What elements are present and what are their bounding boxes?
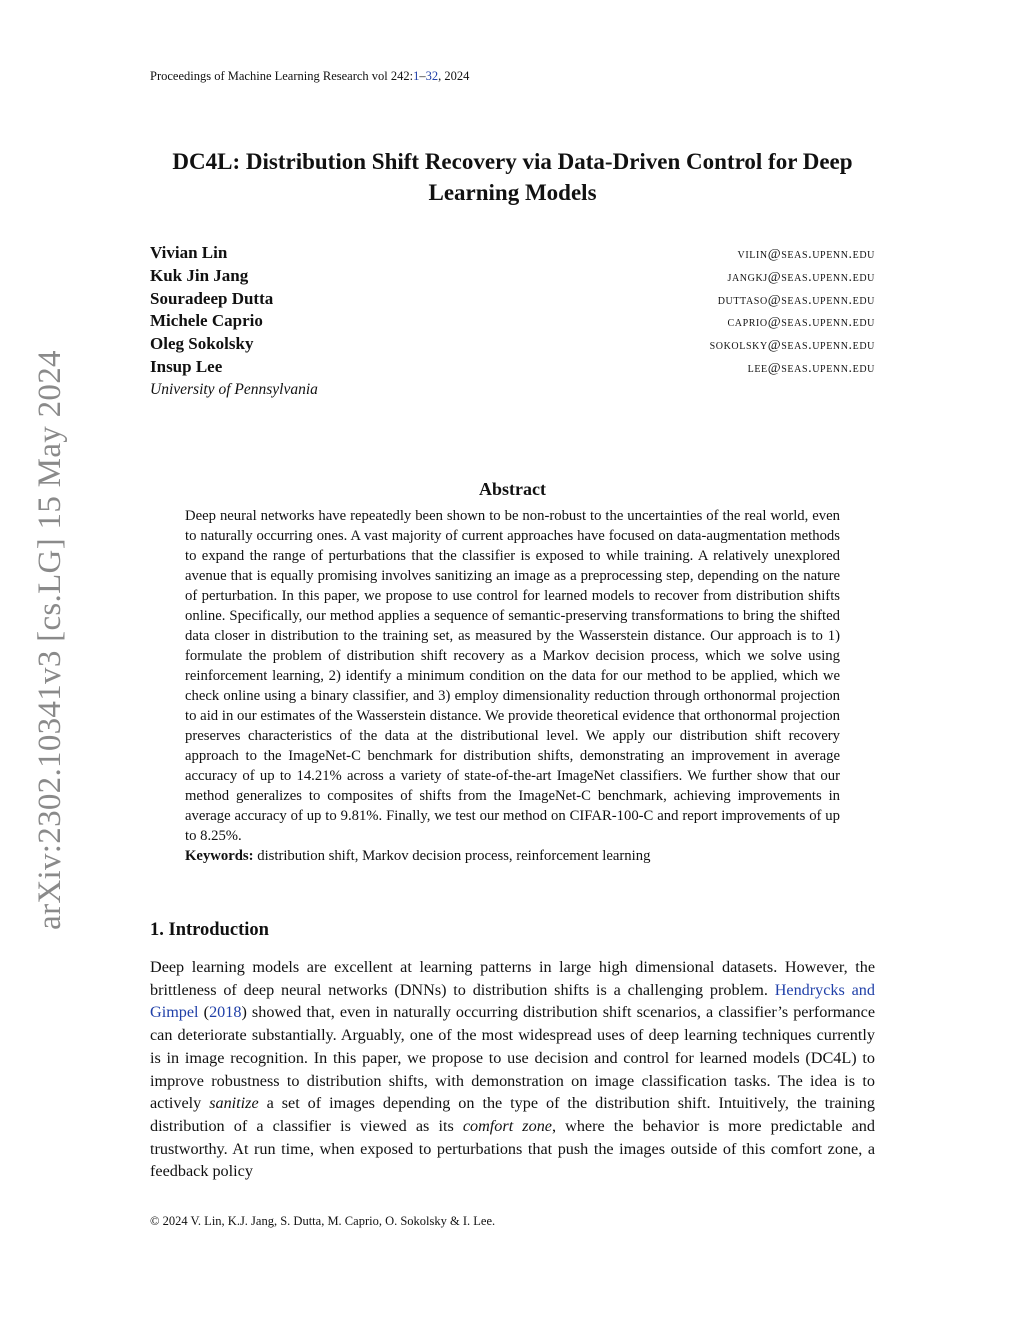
author-email: caprio@seas.upenn.edu [727, 315, 875, 331]
abstract-body [185, 506, 840, 866]
author-block [150, 242, 875, 401]
copyright-footer: © 2024 V. Lin, K.J. Jang, S. Dutta, M. Caprio, O. Sokolsky & I. Lee. [150, 1214, 496, 1228]
intro-emphasis: sanitize [209, 1094, 259, 1113]
introduction-paragraph [150, 956, 875, 1183]
paper-title: DC4L: Distribution Shift Recovery via Data-Driven Control for Deep Learning Models [172, 149, 853, 205]
last-page-link[interactable]: 32 [425, 69, 439, 83]
intro-emphasis: comfort zone [462, 1116, 552, 1135]
author-name: Kuk Jin Jang [150, 265, 249, 285]
page-range-dash: – [419, 69, 426, 83]
citation-link-year[interactable]: 2018 [209, 1003, 242, 1022]
citation-link-authors[interactable]: Hendrycks and Gimpel [150, 980, 875, 1022]
author-email: jangkj@seas.upenn.edu [727, 269, 875, 285]
author-row [150, 310, 875, 333]
author-name: Souradeep Dutta [150, 288, 274, 308]
citation-paren: ( [198, 1003, 210, 1022]
author-name: Vivian Lin [150, 243, 228, 262]
keywords-label: Keywords: [185, 848, 254, 864]
arxiv-side-label: arXiv:2302.10341v3 [cs.LG] 15 May 2024 [32, 350, 68, 930]
section-heading-introduction: 1. Introduction [150, 920, 269, 940]
header-year: , 2024 [438, 69, 470, 83]
author-name: Oleg Sokolsky [150, 334, 254, 354]
author-email: duttaso@seas.upenn.edu [717, 292, 875, 308]
author-email: sokolsky@seas.upenn.edu [709, 338, 875, 354]
author-row [150, 242, 875, 265]
author-row [150, 288, 875, 311]
intro-text: showed that, even in naturally occurring distribution shift scenarios, a classifier’s performance can deteriorate substantially. Arguably, one of the most widespread uses of deep learning techniques currently is in image recognition. In this paper, we propose to use decision and control for learned models (DC4L) to improve robustness to distribution shifts, with demonstration on image classification tasks. The idea is to actively [150, 1003, 875, 1113]
affiliation: University of Pennsylvania [150, 380, 318, 398]
citation-paren: ) [241, 1003, 247, 1022]
abstract-text: Deep neural networks have repeatedly been shown to be non-robust to the uncertainties of the real world, even to naturally occurring ones. A vast majority of current approaches have focused on data-augmentation methods to expand the range of perturbations that the classifier is exposed to while training. A relatively unexplored avenue that is equally promising involves sanitizing an image as a preprocessing step, depending on the nature of perturbation. In this paper, we propose to use control for learned models to recover from distribution shifts online. Specifically, our method applies a sequence of semantic-preserving transformations to bring the shifted data closer in distribution to the training set, as measured by the Wasserstein distance. Our approach is to 1) formulate the problem of distribution shift recovery as a Markov decision process, which we solve using reinforcement learning, 2) identify a minimum condition on the data for our method to be applied, which we check online using a binary classifier, and 3) employ dimensionality reduction through orthonormal projection to aid in our estimates of the Wasserstein distance. We provide theoretical evidence that orthonormal projection preserves characteristics of the data at the distributional level. We apply our distribution shift recovery approach to the ImageNet-C benchmark for distribution shifts, demonstrating an improvement in average accuracy of up to 14.21% across a variety of state-of-the-art ImageNet classifiers. We further show that our method generalizes to composites of shifts from the ImageNet-C benchmark, achieving improvements in average accuracy of up to 9.81%. Finally, we test our method on CIFAR-100-C and report improvements of up to 8.25%. [185, 508, 840, 844]
keywords-line [185, 846, 840, 866]
intro-text: Deep learning models are excellent at learning patterns in large high dimensional datasets. However, the brittleness of deep neural networks (DNNs) to distribution shifts is a challenging problem. [150, 958, 875, 999]
author-email: lee@seas.upenn.edu [747, 360, 875, 376]
keywords-text: distribution shift, Markov decision process, reinforcement learning [257, 848, 651, 864]
introduction-body [150, 956, 875, 1183]
author-name: Michele Caprio [150, 311, 263, 331]
author-row [150, 265, 875, 288]
first-page-link[interactable]: 1 [413, 69, 420, 83]
author-row [150, 333, 875, 356]
author-row [150, 356, 875, 379]
venue-label: Proceedings of Machine Learning Research vol 242: [150, 69, 414, 83]
intro-text: , where the behavior is more predictable and trustworthy. At run time, when exposed to perturbations that push the images outside of this comfort zone, a feedback policy [150, 1116, 875, 1181]
author-email: vilin@seas.upenn.edu [737, 247, 875, 262]
running-header [150, 68, 469, 84]
intro-text: a set of images depending on the type of the distribution shift. Intuitively, the training distribution of a classifier is viewed as its [150, 1094, 875, 1135]
abstract-heading: Abstract [479, 479, 546, 499]
author-name: Insup Lee [150, 356, 223, 376]
